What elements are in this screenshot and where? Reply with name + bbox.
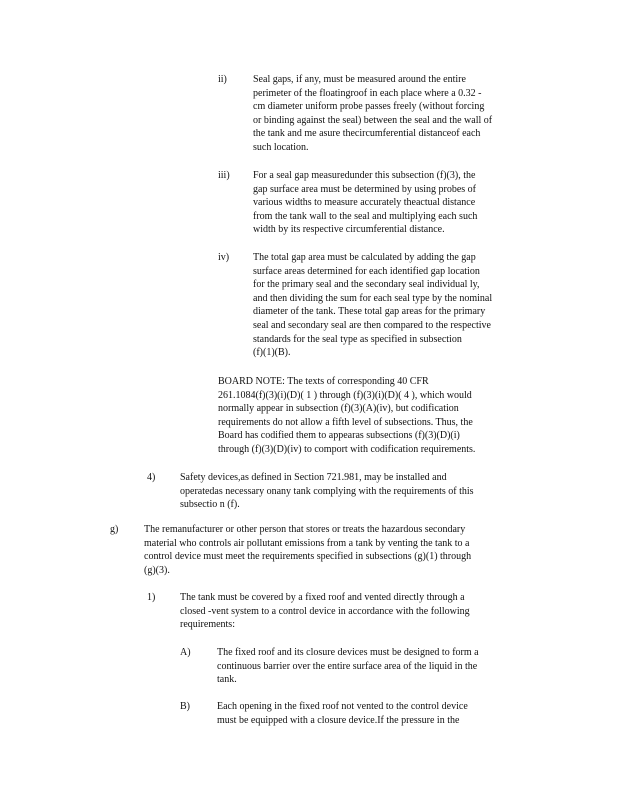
item-A-label: A) xyxy=(180,647,191,658)
item-A-text: The fixed roof and its closure devices must be designed to form a continuous barrier over the entire surface area of the liquid in the tank. xyxy=(217,647,479,686)
item-ii-text: Seal gaps, if any, must be measured around the entire perimeter of the floatingroof in each place where a 0.32 - cm diameter uniform probe passes freely (without forcing or binding against the seal) between the seal and the wall of the tank and me asure thecircumferential distanceof each such location. xyxy=(253,74,493,153)
item-g-label: g) xyxy=(110,524,119,535)
item-g1-label: 1) xyxy=(147,592,156,603)
item-4-text: Safety devices,as defined in Section 721.981, may be installed and operatedas necessary onany tank complying with the requirements of this subsectio n (f). xyxy=(180,472,474,511)
item-iv-text: The total gap area must be calculated by adding the gap surface areas determined for each identified gap location for the primary seal and the secondary seal individual ly, and then dividing the sum for each seal type by the nominal diameter of the tank. These total gap areas for the primary seal and secondary seal are then compared to the respective standards for the seal type as specified in subsection (f)(1)(B). xyxy=(253,252,493,359)
item-ii xyxy=(218,73,548,157)
item-iii-text: For a seal gap measuredunder this subsection (f)(3), the gap surface area must be determined by using probes of various widths to measure accurately theactual distance from the tank wall to the seal and multiplying each such width by its respective circumferential distance. xyxy=(253,170,478,236)
item-iv xyxy=(218,251,548,361)
item-4 xyxy=(147,471,547,513)
item-A xyxy=(180,646,540,688)
item-B-text: Each opening in the fixed roof not vented to the control device must be equipped with a closure device.If the pressure in the xyxy=(217,701,468,726)
item-ii-label: ii) xyxy=(218,74,227,85)
item-g1-text: The tank must be covered by a fixed roof and vented directly through a closed -vent system to a control device in accordance with the following requirements: xyxy=(180,592,470,631)
item-iv-label: iv) xyxy=(218,252,230,263)
item-4-label: 4) xyxy=(147,472,156,483)
item-B-label: B) xyxy=(180,701,190,712)
item-g xyxy=(110,523,550,579)
item-g-text: The remanufacturer or other person that stores or treats the hazardous secondary material who controls air pollutant emissions from a tank by venting the tank to a control device must meet the requirements specified in subsections (g)(1) through (g)(3). xyxy=(144,524,472,576)
item-iii xyxy=(218,169,548,239)
item-iii-label: iii) xyxy=(218,170,230,181)
item-B xyxy=(180,700,540,728)
item-g1 xyxy=(147,591,547,633)
board-note: BOARD NOTE: The texts of corresponding 40 CFR 261.1084(f)(3)(i)(D)( 1 ) through (f)(3)(i)(D)( 4 ), which would normally appear in subsection (f)(3)(A)(iv), but codification requirements do not allow a fifth level of subsections. Thus, the Board has codified them to appearas subsections (f)(3)(D)(i) through (f)(3)(D)(iv) to comport with codification requirements. xyxy=(218,376,476,455)
